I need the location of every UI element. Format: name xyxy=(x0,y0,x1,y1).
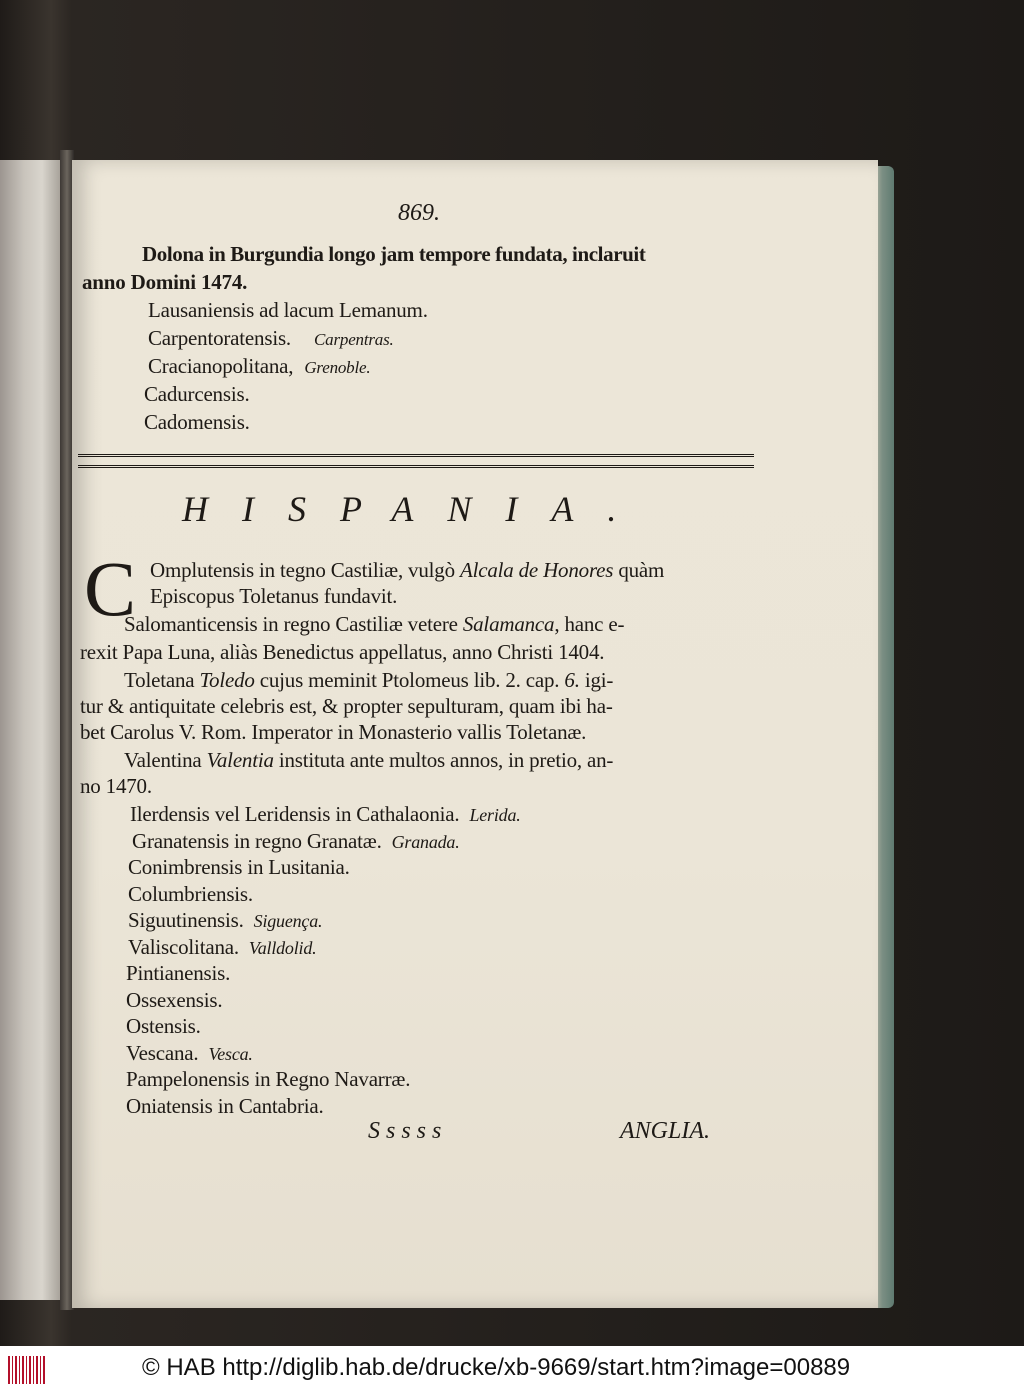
text-span: Toletana xyxy=(124,668,195,692)
vernacular-name: Lerida. xyxy=(469,805,521,825)
place-name: Pampelonensis in Regno Navarræ. xyxy=(126,1067,411,1091)
list-item xyxy=(126,1014,201,1039)
text-line: Cadomensis. xyxy=(144,410,250,434)
place-name: Valiscolitana. xyxy=(128,934,239,959)
text-span: Omplutensis in tegno Castiliæ, vulgò xyxy=(150,558,455,582)
vernacular-name: Carpentras. xyxy=(314,330,394,349)
list-item xyxy=(128,908,322,933)
text-span: Valentina xyxy=(124,748,202,772)
list-item xyxy=(126,1067,410,1092)
text-line: no 1470. xyxy=(80,774,152,798)
book-page xyxy=(72,160,878,1308)
text-line xyxy=(124,748,613,773)
text-line: rexit Papa Luna, aliàs Benedictus appellatus, anno Christi 1404. xyxy=(80,640,605,664)
place-name: Ilerdensis vel Leridensis in Cathalaonia. xyxy=(130,802,460,826)
text-line: Dolona in Burgundia longo jam tempore fundata, inclaruit xyxy=(142,242,646,266)
place-name: Siguutinensis. xyxy=(128,908,244,932)
page-number: 869. xyxy=(398,200,440,226)
text-line xyxy=(148,326,394,351)
italic-span: 6. xyxy=(564,668,580,692)
text-line: bet Carolus V. Rom. Imperator in Monasterio vallis Toletanæ. xyxy=(80,720,587,744)
italic-span: Valentia xyxy=(206,748,274,772)
text-span: instituta ante multos annos, in pretio, an- xyxy=(278,748,614,772)
vernacular-name: Granada. xyxy=(391,831,460,852)
text-line: Episcopus Toletanus fundavit. xyxy=(150,584,398,608)
place-name: Cracianopolitana, xyxy=(148,354,294,378)
list-item xyxy=(126,961,230,986)
catchword: ANGLIA. xyxy=(620,1118,710,1144)
drop-cap: C xyxy=(84,545,137,632)
italic-span: Toledo xyxy=(199,668,255,692)
vernacular-name: Valldolid. xyxy=(248,937,317,958)
section-rule xyxy=(78,454,754,468)
list-item xyxy=(126,1041,253,1066)
section-heading: HISPANIA. xyxy=(182,489,651,529)
vernacular-name: Grenoble. xyxy=(304,358,371,377)
list-item xyxy=(126,1094,324,1119)
list-item xyxy=(126,988,222,1013)
text-line xyxy=(148,354,370,379)
text-line: Lausaniensis ad lacum Lemanum. xyxy=(148,298,428,322)
italic-span: Salamanca xyxy=(462,612,555,636)
place-name: Ostensis. xyxy=(126,1014,201,1038)
list-item xyxy=(128,855,350,880)
text-line: anno Domini 1474. xyxy=(82,270,248,294)
text-span: Salomanticensis in regno Castiliæ vetere xyxy=(124,612,458,636)
place-name: Carpentoratensis. xyxy=(148,326,291,350)
text-line: tur & antiquitate celebris est, & propter sepulturam, quam ibi ha- xyxy=(80,694,613,718)
place-name: Conimbrensis in Lusitania. xyxy=(128,855,350,879)
vernacular-name: Vesca. xyxy=(208,1043,253,1064)
footer-bar xyxy=(0,1346,1024,1394)
place-name: Oniatensis in Cantabria. xyxy=(126,1093,324,1118)
list-item xyxy=(128,935,316,960)
list-item xyxy=(128,882,253,907)
place-name: Vescana. xyxy=(126,1040,199,1065)
place-name: Columbriensis. xyxy=(128,881,253,906)
italic-span: Alcala de Honores xyxy=(459,558,614,582)
left-page-edge xyxy=(0,160,60,1300)
list-item xyxy=(130,802,521,827)
text-line xyxy=(124,668,613,693)
text-line xyxy=(150,558,664,583)
footer-link[interactable]: © HAB http://diglib.hab.de/drucke/xb-9669/start.htm?image=00889 xyxy=(142,1354,851,1381)
text-line xyxy=(124,612,624,637)
signature-mark: Sssss xyxy=(368,1118,448,1144)
place-name: Granatensis in regno Granatæ. xyxy=(132,828,382,853)
text-line: Cadurcensis. xyxy=(144,382,250,406)
text-span: quàm xyxy=(618,558,665,582)
hab-logo-icon xyxy=(8,1356,46,1384)
place-name: Ossexensis. xyxy=(126,987,223,1012)
text-span: cujus meminit Ptolomeus lib. 2. cap. xyxy=(259,668,560,692)
text-span: igi- xyxy=(584,668,614,692)
place-name: Pintianensis. xyxy=(126,961,231,985)
text-span: , hanc e- xyxy=(554,612,625,636)
vernacular-name: Siguença. xyxy=(253,911,323,931)
list-item xyxy=(132,829,460,854)
